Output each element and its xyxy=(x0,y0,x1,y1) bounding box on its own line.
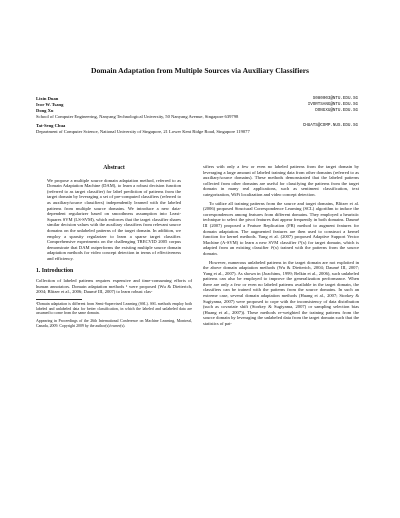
body-paragraph: sifiers with only a few or even no labeled patterns from the target domain by leveraging a large amount of labeled training data from other domains (referred to as auxiliary/source domains). These methods demonstrated that the labeled patterns collected from other domains are useful for classifying the patterns from the target domain in many real applications, such as sentiment classification, text categorization, WiFi localization and video concept detection. xyxy=(203,164,359,197)
venue-note: Appearing in Proceedings of the 26th International Conference on Machine Learning, Montreal, Canada, 2009. Copyright 2009 by the author(s)/owner(s). xyxy=(36,319,192,329)
section-heading: 1. Introduction xyxy=(36,267,74,274)
footnote: ¹Domain adaptation is different from Semi-Supervised Learning (SSL). SSL methods employ both labeled and unlabeled data for better classification, in which the labeled and unlabeled data are assumed to come from the same domain. xyxy=(36,301,192,316)
abstract-heading: Abstract xyxy=(103,165,125,171)
paper-title: Domain Adaptation from Multiple Sources via Auxiliary Classifiers xyxy=(90,66,310,75)
body-paragraph: To utilize all training patterns from the source and target domains, Blitzer et al. (2006) proposed Structural Correspondence Learning (SCL) algorithm to induce the correspondences among features from different domains. They employed a heuristic technique to select the pivot features that appear frequently in both domains. Daumé III (2007) proposed a Feature Replication (FR) method to augment features for domain adaptation. The augmented features are then used to construct a kernel function for kernel methods. Yang et al. (2007) proposed Adaptive Support Vector Machine (A-SVM) to learn a new SVM classifier fᵀ(x) for target domain, which is adapted from an existing classifier fˢ(x) trained with the patterns from the source domain. xyxy=(203,200,359,256)
author-email: DONGXU@NTU.EDU.SG xyxy=(315,109,358,113)
body-paragraph: Collection of labeled patterns requires expensive and time-consuming efforts of human annotators. Domain adaptation methods ¹ were proposed (Wu & Dietterich, 2004; Blitzer et al., 2006; Daumé III, 2007) to learn robust clas- xyxy=(36,278,192,295)
body-paragraph: However, numerous unlabeled patterns in the target domain are not exploited in the above domain adaptation methods (Wu & Dietterich, 2004; Daumé III, 2007; Yang et al., 2007). As shown in (Joachims, 1999; Belkin et al., 2006), such unlabeled patterns can also be employed to improve the generalization performance. When there are only a few or even no labeled patterns available in the target domain, the classifiers can be trained with the patterns from the source domains. In such an extreme case, several domain adaptation methods (Huang et al., 2007; Storkey & Sugiyama, 2007) were proposed to cope with the inconsistency of data distribution (such as covariate shift (Storkey & Sugiyama, 2007) or sampling selection bias (Huang et al., 2007)). These methods re-weighted the training patterns from the source domain by leveraging the unlabeled data from the target domain such that the statistics of pat- xyxy=(203,259,359,327)
author-name: Dong Xu xyxy=(36,108,54,113)
author-block xyxy=(36,96,358,138)
affiliation: School of Computer Engineering, Nanyang Technological University, 50 Nanyang Avenue, Singapore 639798 xyxy=(36,114,239,119)
affiliation: Department of Computer Science, National University of Singapore, 21 Lower Kent Ridge Road, Singapore 119077 xyxy=(36,129,250,134)
right-column xyxy=(203,164,359,330)
footnote-rule xyxy=(36,299,82,300)
author-name: Lixin Duan xyxy=(36,96,59,101)
author-name: Tat-Seng Chua xyxy=(36,123,66,128)
author-email: S080003@NTU.EDU.SG xyxy=(312,97,358,101)
abstract-text: We propose a multiple source domain adaptation method, referred to as Domain Adaptation Machine (DAM), to learn a robust decision function (referred to as target classifier) for label prediction of patterns from the target domain by leveraging a set of pre-computed classifiers (referred to as auxiliary/source classifiers) independently learned with the labeled patterns from multiple source domains. We introduce a new data-dependent regularizer based on smoothness assumption into Least-Squares SVM (LS-SVM), which enforces that the target classifier shares similar decision values with the auxiliary classifiers from relevant source domains on the unlabeled patterns of the target domain. In addition, we employ a sparsity regularizer to learn a sparse target classifier. Comprehensive experiments on the challenging TRECVID 2005 corpus demonstrate that DAM outperforms the existing multiple source domain adaptation methods for video concept detection in terms of effectiveness and efficiency. xyxy=(47,177,181,261)
author-email: IVORTSANG@NTU.EDU.SG xyxy=(307,103,358,107)
left-column xyxy=(36,164,192,332)
author-email: CHUATS@COMP.NUS.EDU.SG xyxy=(302,124,358,128)
author-name: Ivor W. Tsang xyxy=(36,102,64,107)
